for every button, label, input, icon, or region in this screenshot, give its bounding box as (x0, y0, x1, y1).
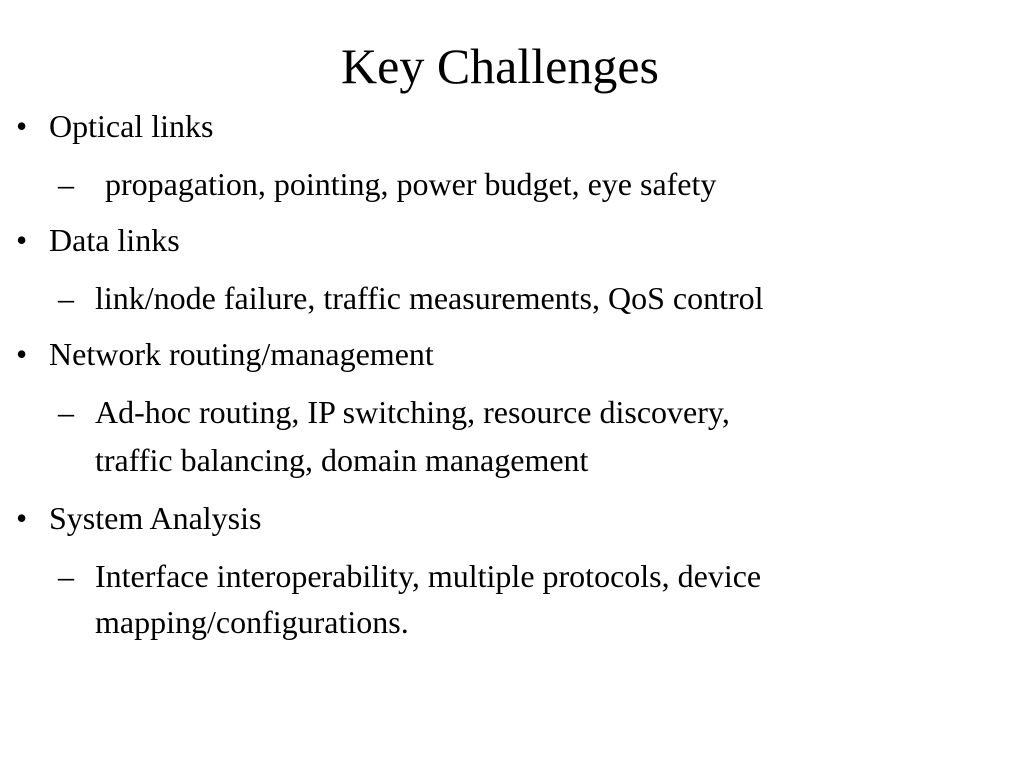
sub-item-system-analysis-line1: Interface interoperability, multiple protocols, device (95, 558, 762, 594)
sub-item-network-routing-line1: Ad-hoc routing, IP switching, resource discovery, (95, 394, 730, 430)
bullet-data-links: Data links (49, 222, 180, 258)
bullet-icon: • (16, 336, 28, 372)
dash-icon: – (58, 558, 74, 594)
sub-item-data-links: link/node failure, traffic measurements, QoS control (95, 280, 764, 316)
bullet-network-routing: Network routing/management (49, 336, 434, 372)
bullet-icon: • (16, 500, 28, 536)
dash-icon: – (58, 394, 74, 430)
bullet-icon: • (16, 108, 28, 144)
sub-item-system-analysis-line2: mapping/configurations. (95, 604, 409, 640)
slide-title: Key Challenges (341, 38, 659, 94)
sub-item-network-routing-line2: traffic balancing, domain management (95, 442, 589, 478)
dash-icon: – (58, 166, 74, 202)
sub-item-optical-links: propagation, pointing, power budget, eye safety (105, 166, 717, 202)
dash-icon: – (58, 280, 74, 316)
bullet-optical-links: Optical links (49, 108, 214, 144)
bullet-icon: • (16, 222, 28, 258)
bullet-system-analysis: System Analysis (49, 500, 262, 536)
